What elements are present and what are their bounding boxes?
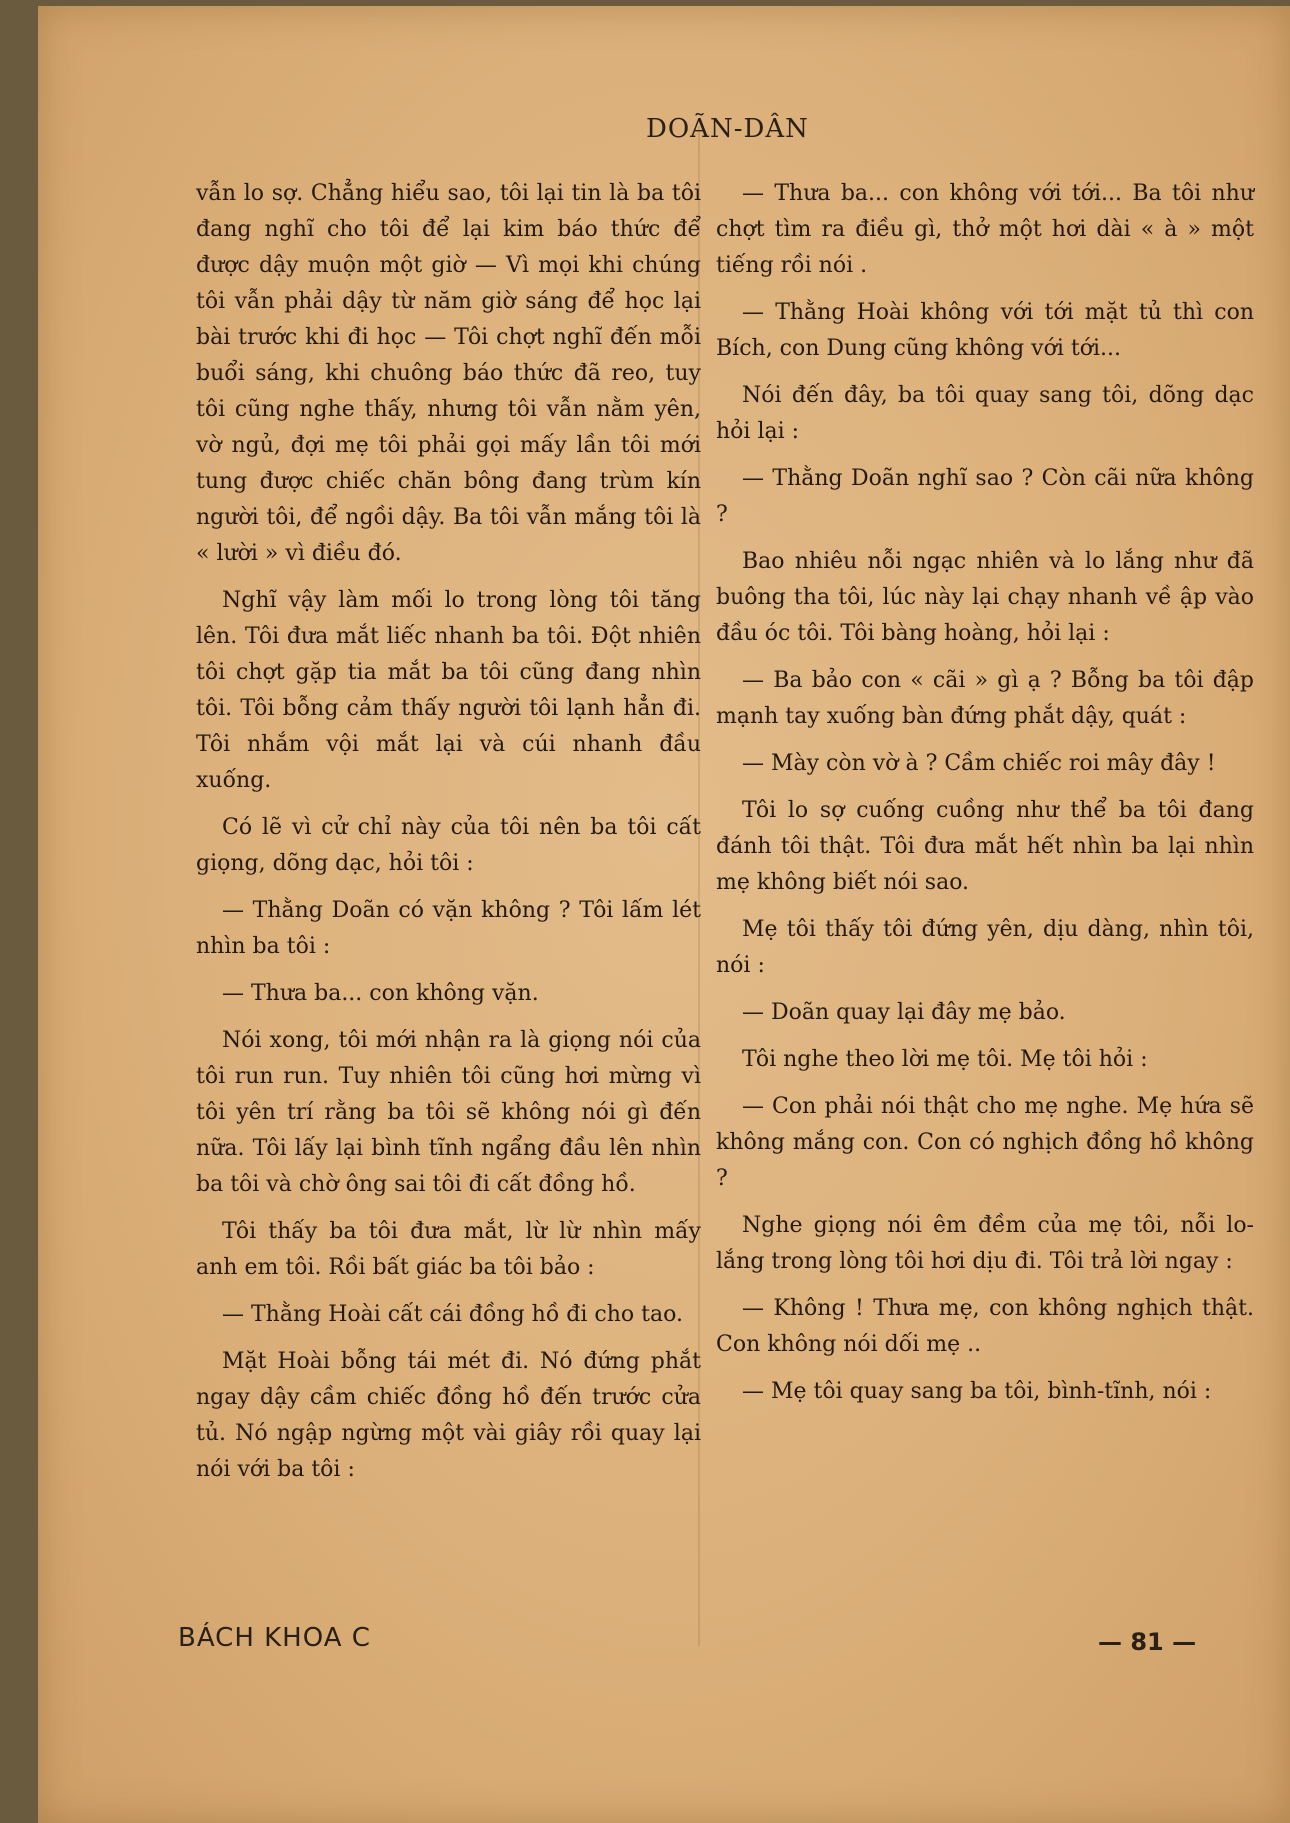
paragraph: — Thưa ba... con không với tới... Ba tôi như chợt tìm ra điều gì, thở một hơi dài « à » một tiếng rồi nói . [716,181,1254,278]
running-header: DOÃN-DÂN [646,114,809,144]
paragraph: — Thằng Doãn nghĩ sao ? Còn cãi nữa không ? [716,466,1254,527]
paragraph: Tôi thấy ba tôi đưa mắt, lừ lừ nhìn mấy anh em tôi. Rồi bất giác ba tôi bảo : [196,1219,701,1280]
paragraph: Tôi nghe theo lời mẹ tôi. Mẹ tôi hỏi : [742,1047,1148,1072]
paragraph: — Con phải nói thật cho mẹ nghe. Mẹ hứa sẽ không mắng con. Con có nghịch đồng hồ không ? [716,1094,1254,1191]
paragraph: Bao nhiêu nỗi ngạc nhiên và lo lắng như đã buông tha tôi, lúc này lại chạy nhanh về ập vào đầu óc tôi. Tôi bàng hoàng, hỏi lại : [716,549,1254,646]
paragraph: Mẹ tôi thấy tôi đứng yên, dịu dàng, nhìn tôi, nói : [716,917,1254,978]
paragraph: — Thưa ba... con không vặn. [222,981,539,1006]
page-sheet [38,6,1290,1823]
paragraph: — Không ! Thưa mẹ, con không nghịch thật. Con không nói dối mẹ .. [716,1296,1254,1357]
paragraph: — Doãn quay lại đây mẹ bảo. [742,1000,1066,1025]
paragraph: Nói xong, tôi mới nhận ra là giọng nói của tôi run run. Tuy nhiên tôi cũng hơi mừng vì tôi yên trí rằng ba tôi sẽ không nói gì đến nữa. Tôi lấy lại bình tĩnh ngẩng đầu lên nhìn ba tôi và chờ ông sai tôi đi cất đồng hồ. [196,1028,701,1197]
paragraph: vẫn lo sợ. Chẳng hiểu sao, tôi lại tin là ba tôi đang nghĩ cho tôi để lại kim báo thức để được dậy muộn một giờ — Vì mọi khi chúng tôi vẫn phải dậy từ năm giờ sáng để học lại bài trước khi đi học — Tôi chợt nghĩ đến mỗi buổi sáng, khi chuông báo thức đã reo, tuy tôi cũng nghe thấy, nhưng tôi vẫn nằm yên, vờ ngủ, đợi mẹ tôi phải gọi mấy lần tôi mới tung được chiếc chăn bông đang trùm kín người tôi, để ngồi dậy. Ba tôi vẫn mắng tôi là « lười » vì điều đó. [196,181,701,566]
paragraph: — Ba bảo con « cãi » gì ạ ? Bỗng ba tôi đập mạnh tay xuống bàn đứng phắt dậy, quát : [716,668,1254,729]
paragraph: Nghe giọng nói êm đềm của mẹ tôi, nỗi lo-lắng trong lòng tôi hơi dịu đi. Tôi trả lời ngay : [716,1213,1254,1274]
publication-name: BÁCH KHOA C [178,1623,371,1653]
paragraph: — Thằng Hoài cất cái đồng hồ đi cho tao. [222,1302,683,1327]
paragraph: — Thằng Hoài không với tới mặt tủ thì con Bích, con Dung cũng không với tới... [716,300,1254,361]
paragraph: Mặt Hoài bỗng tái mét đi. Nó đứng phắt ngay dậy cầm chiếc đồng hồ đến trước cửa tủ. Nó ngập ngừng một vài giây rồi quay lại nói với ba tôi : [196,1349,701,1482]
right-column [716,176,1254,1421]
left-column [196,176,701,1499]
paragraph: — Mẹ tôi quay sang ba tôi, bình-tĩnh, nói : [742,1379,1212,1404]
paragraph: — Thằng Doãn có vặn không ? Tôi lấm lét nhìn ba tôi : [196,898,701,959]
paragraph: Tôi lo sợ cuống cuồng như thể ba tôi đang đánh tôi thật. Tôi đưa mắt hết nhìn ba lại nhìn mẹ không biết nói sao. [716,798,1254,895]
paragraph: Có lẽ vì cử chỉ này của tôi nên ba tôi cất giọng, dõng dạc, hỏi tôi : [196,815,701,876]
paragraph: — Mày còn vờ à ? Cầm chiếc roi mây đây ! [742,751,1216,776]
paragraph: Nghĩ vậy làm mối lo trong lòng tôi tăng lên. Tôi đưa mắt liếc nhanh ba tôi. Đột nhiên tôi chợt gặp tia mắt ba tôi cũng đang nhìn tôi. Tôi bỗng cảm thấy người tôi lạnh hẳn đi. Tôi nhắm vội mắt lại và cúi nhanh đầu xuống. [196,588,701,793]
page-number: — 81 — [1098,1628,1197,1656]
paragraph: Nói đến đây, ba tôi quay sang tôi, dõng dạc hỏi lại : [716,383,1254,444]
